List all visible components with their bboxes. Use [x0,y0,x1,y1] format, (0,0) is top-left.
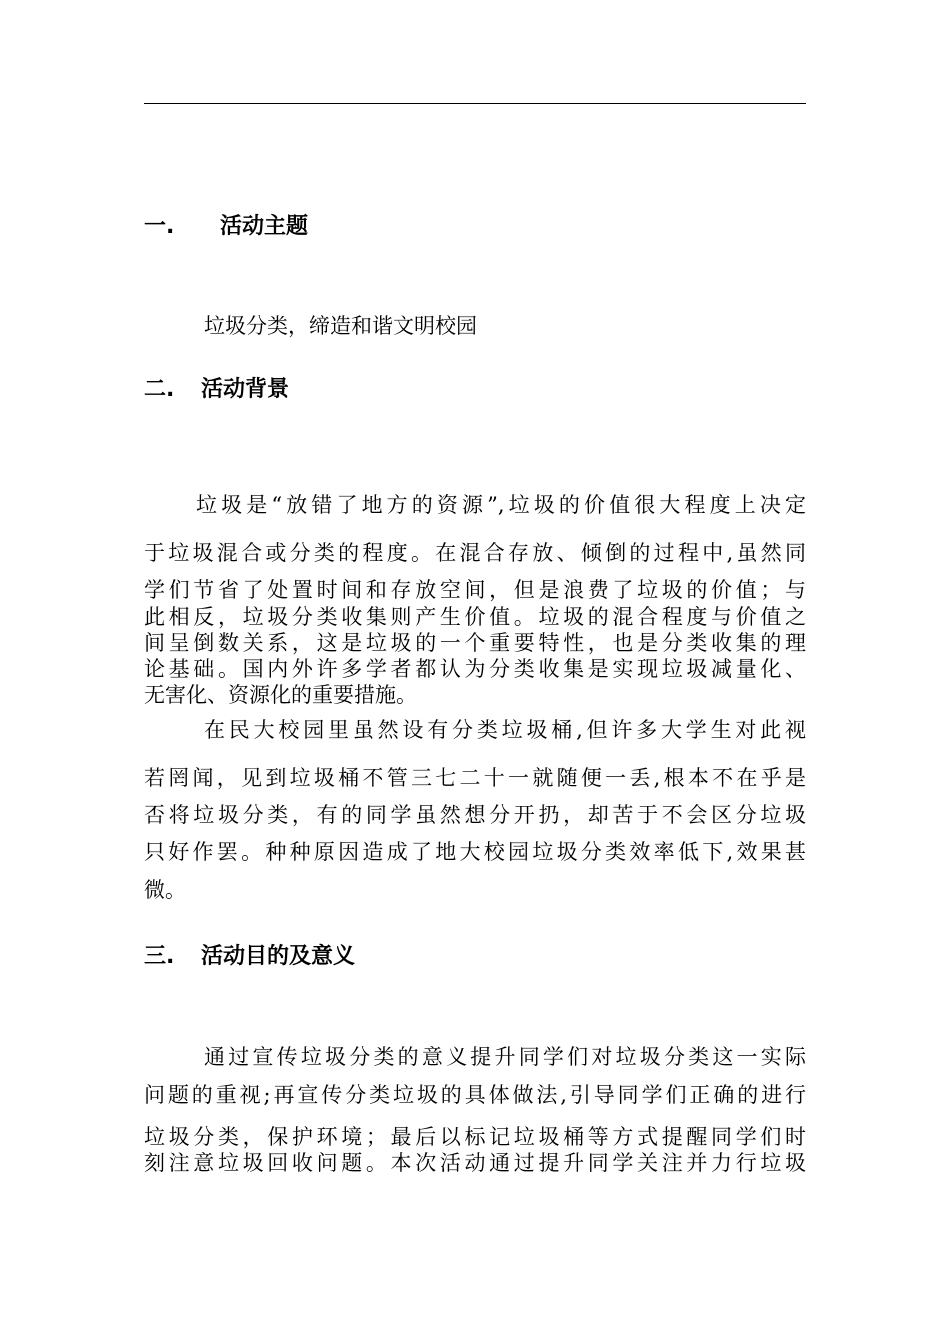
paragraph-line: 通过宣传垃圾分类的意义提升同学们对垃圾分类这一实际 [204,1045,806,1069]
section-body-line: 垃圾分类，缔造和谐文明校园 [204,314,477,338]
paragraph-line: 无害化、资源化的重要措施。 [144,683,417,707]
paragraph-line: 此相反，垃圾分类收集则产生价值。垃圾的混合程度与价值之 [144,605,806,629]
paragraph-line: 微。 [144,878,186,902]
paragraph-line: 学们节省了处置时间和存放空间，但是浪费了垃圾的价值；与 [144,578,806,602]
section-heading-2 [144,375,289,405]
paragraph-line: 垃圾是“放错了地方的资源”,垃圾的价值很大程度上决定 [196,493,806,517]
paragraph-line: 垃圾分类，保护环境；最后以标记垃圾桶等方式提醒同学们时 [144,1125,806,1149]
paragraph-line: 间呈倒数关系，这是垃圾的一个重要特性，也是分类收集的理 [144,631,806,655]
paragraph-line: 论基础。国内外许多学者都认为分类收集是实现垃圾减量化、 [144,657,806,681]
paragraph-line: 于垃圾混合或分类的程度。在混合存放、倾倒的过程中,虽然同 [144,541,806,565]
paragraph-line: 只好作罢。种种原因造成了地大校园垃圾分类效率低下,效果甚 [144,840,806,864]
section-title: 活动背景 [201,377,290,402]
section-title: 活动主题 [220,214,309,239]
section-title: 活动目的及意义 [201,944,356,969]
section-heading-1 [144,212,308,242]
paragraph-line: 否将垃圾分类，有的同学虽然想分开扔，却苦于不会区分垃圾 [144,803,806,827]
paragraph-line: 若罔闻，见到垃圾桶不管三七二十一就随便一丢,根本不在乎是 [144,766,806,790]
section-number: 三. [144,944,175,969]
header-rule [144,103,806,104]
paragraph-line: 刻注意垃圾回收问题。本次活动通过提升同学关注并力行垃圾 [144,1151,806,1175]
paragraph-line: 在民大校园里虽然设有分类垃圾桶,但许多大学生对此视 [204,718,806,742]
section-number: 二. [144,377,175,402]
section-heading-3 [144,942,355,972]
section-number: 一. [144,214,175,239]
paragraph-line: 问题的重视;再宣传分类垃圾的具体做法,引导同学们正确的进行 [144,1083,806,1107]
